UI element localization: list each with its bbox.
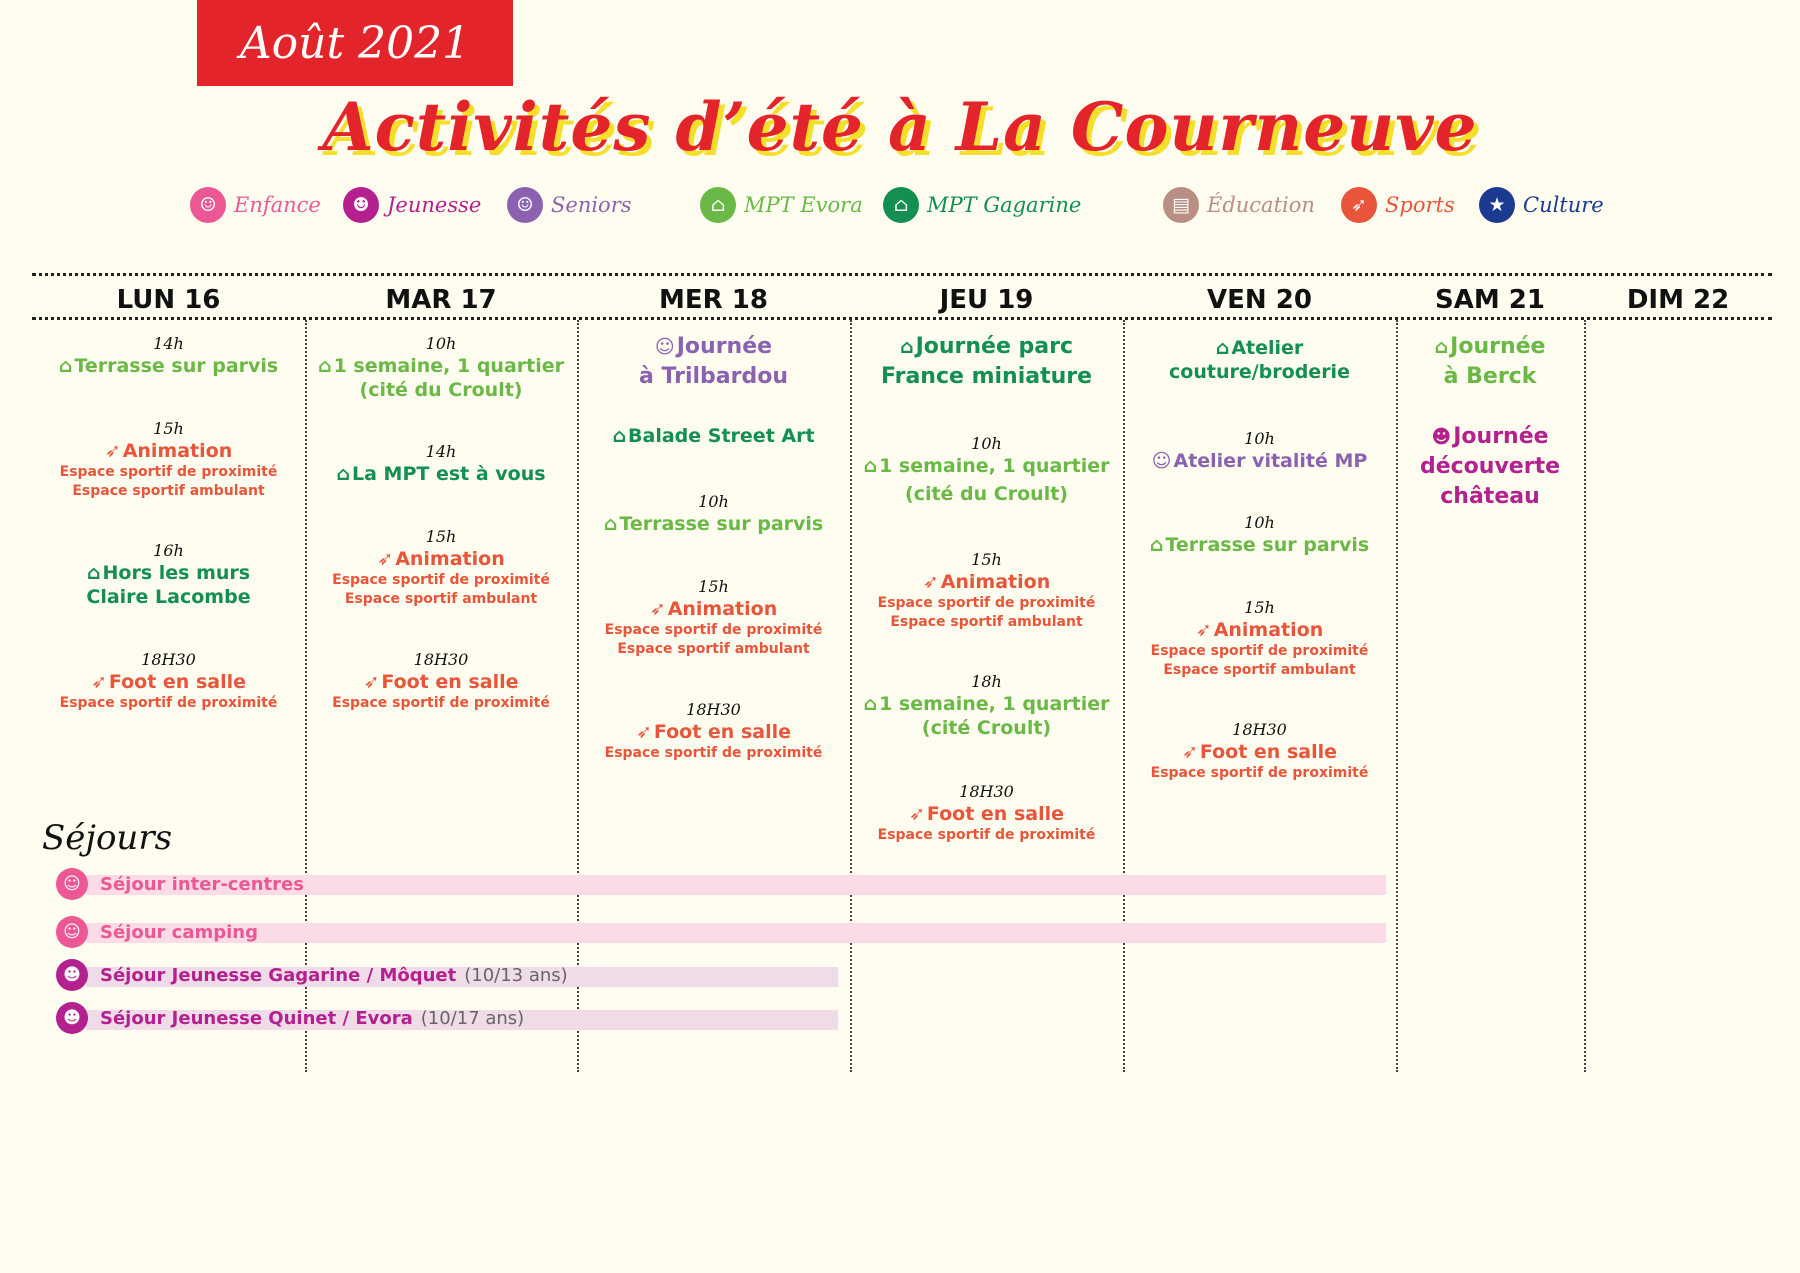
event-time: 15h [153, 419, 184, 438]
day-header-sam: SAM 21 [1435, 285, 1545, 315]
sejour-label: Séjour Jeunesse Gagarine / Môquet [100, 964, 457, 986]
event-name-line2: (cité du Croult) [359, 379, 523, 401]
event-name-line2: couture/broderie [1169, 361, 1350, 383]
ball-icon: ➶ [922, 571, 939, 593]
house-icon: ⌂ [317, 355, 332, 377]
day-header-dim: DIM 22 [1626, 285, 1730, 315]
event-name: Terrasse sur parvis [1165, 534, 1370, 556]
event-name: Balade Street Art [628, 425, 815, 447]
event-card [850, 332, 1123, 392]
event-card [577, 492, 850, 536]
legend-item-culture [1479, 185, 1604, 225]
day-header-jeu: JEU 19 [939, 285, 1034, 315]
legend-label: Enfance [234, 193, 321, 217]
event-location: Espace sportif ambulant [890, 614, 1083, 630]
senior-face-icon: ☺ [507, 187, 543, 223]
legend-item-sports [1341, 185, 1455, 225]
sejour-label: Séjour inter-centres [100, 873, 304, 895]
legend-item-education [1163, 185, 1315, 225]
stars-icon: ★ [1479, 187, 1515, 223]
teen-face-icon: ☻ [56, 959, 88, 991]
legend-label: Jeunesse [387, 193, 482, 217]
event-time: 15h [1244, 598, 1275, 617]
sejour-label: Séjour Jeunesse Quinet / Evora [100, 1007, 413, 1029]
event-card [32, 419, 305, 501]
event-name-line2: découverte [1419, 454, 1561, 479]
event-location: Espace sportif de proximité [59, 695, 278, 711]
event-card [850, 782, 1123, 845]
event-time: 18H30 [686, 700, 741, 719]
sejour-item [56, 998, 524, 1038]
legend-item-enfance [190, 185, 321, 225]
event-card [32, 650, 305, 713]
ball-icon: ➶ [649, 598, 666, 620]
event-name: Foot en salle [108, 671, 246, 693]
sejours-title: Séjours [42, 818, 173, 858]
event-location: Espace sportif ambulant [1163, 662, 1356, 678]
event-card [305, 442, 577, 486]
event-name: Animation [395, 548, 505, 570]
event-name: 1 semaine, 1 quartier [879, 693, 1110, 715]
event-card [32, 334, 305, 378]
sejour-item [56, 955, 568, 995]
event-name-line2: France miniature [880, 364, 1093, 389]
event-card [850, 434, 1123, 506]
legend-label: Seniors [551, 193, 632, 217]
event-name: Foot en salle [381, 671, 519, 693]
event-name-line2: (cité Croult) [921, 717, 1052, 739]
house-icon: ⌂ [863, 693, 878, 715]
ball-icon: ➶ [1181, 741, 1198, 763]
event-card [1123, 598, 1396, 680]
event-time: 10h [698, 492, 729, 511]
senior-face-icon: ☺ [654, 336, 675, 358]
event-card [850, 672, 1123, 740]
legend-item-mpt-evora [700, 185, 863, 225]
event-name: Atelier [1231, 337, 1304, 359]
house-icon: ⌂ [86, 562, 101, 584]
ball-icon: ➶ [1341, 187, 1377, 223]
event-card [1396, 422, 1584, 512]
ball-icon: ➶ [363, 671, 380, 693]
senior-face-icon: ☺ [1151, 450, 1172, 472]
house-icon: ⌂ [1149, 534, 1164, 556]
day-header-mar: MAR 17 [385, 285, 497, 315]
house-icon: ⌂ [603, 513, 618, 535]
legend-label: Éducation [1207, 193, 1315, 217]
ball-icon: ➶ [635, 721, 652, 743]
ball-icon: ➶ [104, 440, 121, 462]
house-icon: ⌂ [58, 355, 73, 377]
child-face-icon: ☺ [56, 916, 88, 948]
child-face-icon: ☺ [190, 187, 226, 223]
day-header-ven: VEN 20 [1207, 285, 1312, 315]
event-card [577, 577, 850, 659]
event-time: 10h [425, 334, 457, 353]
event-time: 15h [971, 550, 1002, 569]
event-time: 14h [425, 442, 457, 461]
page-title: Activités d’été à La Courneuve [322, 88, 1478, 166]
event-card [32, 541, 305, 609]
event-name: Animation [667, 598, 778, 620]
event-time: 18H30 [413, 650, 469, 669]
month-label: Août 2021 [239, 17, 471, 69]
sejour-label: Séjour camping [100, 921, 258, 943]
event-name: Journée parc [915, 334, 1074, 359]
ball-icon: ➶ [1195, 619, 1212, 641]
event-location: Espace sportif de proximité [604, 622, 823, 638]
event-card [850, 550, 1123, 632]
event-card [1123, 720, 1396, 783]
event-card [1123, 429, 1396, 473]
top-rule [32, 273, 1772, 276]
column-divider [1584, 320, 1586, 1072]
day-header-lun: LUN 16 [116, 285, 221, 315]
event-name: Foot en salle [653, 721, 791, 743]
sejour-age: (10/17 ans) [420, 1007, 525, 1029]
event-time: 10h [1244, 429, 1275, 448]
ball-icon: ➶ [908, 803, 925, 825]
event-card [1123, 513, 1396, 557]
house-icon: ⌂ [883, 187, 919, 223]
event-time: 18H30 [141, 650, 196, 669]
house-icon: ⌂ [899, 336, 914, 358]
house-icon: ⌂ [336, 463, 351, 485]
house-icon: ⌂ [700, 187, 736, 223]
event-card [305, 650, 577, 713]
event-time: 18H30 [959, 782, 1014, 801]
event-location: Espace sportif de proximité [1150, 765, 1369, 781]
event-time: 10h [971, 434, 1002, 453]
event-name-line2: à Trilbardou [639, 364, 788, 389]
legend-item-seniors [507, 185, 632, 225]
event-name: Foot en salle [1199, 741, 1337, 763]
event-name-line3: château [1440, 484, 1540, 509]
event-name: Foot en salle [926, 803, 1064, 825]
event-name: Journée [676, 334, 773, 359]
event-time: 18h [971, 672, 1002, 691]
teen-face-icon: ☻ [343, 187, 379, 223]
event-location: Espace sportif ambulant [72, 483, 265, 499]
event-name: Terrasse sur parvis [74, 355, 279, 377]
event-name: Animation [940, 571, 1051, 593]
sejour-item [56, 864, 304, 904]
ball-icon: ➶ [377, 548, 394, 570]
teen-face-icon: ☻ [56, 1002, 88, 1034]
legend-label: Culture [1523, 193, 1604, 217]
event-name: Animation [1213, 619, 1324, 641]
month-banner [197, 0, 513, 86]
house-icon: ⌂ [1215, 337, 1230, 359]
event-name: Journée [1453, 424, 1549, 449]
sejour-item [56, 912, 258, 952]
sejour-age: (10/13 ans) [464, 964, 568, 986]
event-name: Animation [122, 440, 233, 462]
event-time: 15h [698, 577, 729, 596]
event-location: Espace sportif de proximité [332, 695, 550, 711]
event-name-line2: Claire Lacombe [86, 586, 251, 608]
event-name: 1 semaine, 1 quartier [333, 355, 565, 377]
house-icon: ⌂ [863, 455, 878, 477]
event-name: Terrasse sur parvis [619, 513, 824, 535]
event-time: 14h [153, 334, 184, 353]
event-name: La MPT est à vous [352, 463, 546, 485]
event-location: Espace sportif ambulant [617, 641, 810, 657]
ball-icon: ➶ [90, 671, 107, 693]
event-location: Espace sportif de proximité [59, 464, 278, 480]
event-location: Espace sportif de proximité [877, 827, 1096, 843]
event-time: 10h [1244, 513, 1275, 532]
day-header-mer: MER 18 [659, 285, 768, 315]
teen-face-icon: ☻ [1431, 426, 1452, 448]
event-name-line2: à Berck [1443, 364, 1537, 389]
house-icon: ⌂ [1434, 336, 1449, 358]
event-card [577, 424, 850, 448]
child-face-icon: ☺ [56, 868, 88, 900]
event-card [1123, 336, 1396, 384]
event-card [577, 700, 850, 763]
event-time: 18H30 [1232, 720, 1287, 739]
legend-item-mpt-gagarine [883, 185, 1081, 225]
house-icon: ⌂ [612, 425, 627, 447]
event-location: Espace sportif de proximité [332, 572, 550, 588]
event-location: Espace sportif ambulant [344, 591, 538, 607]
event-name: 1 semaine, 1 quartier [879, 455, 1110, 477]
event-name-line2: (cité du Croult) [905, 483, 1068, 505]
legend-label: Sports [1385, 193, 1455, 217]
event-time: 15h [425, 527, 457, 546]
event-name: Atelier vitalité MP [1173, 450, 1368, 472]
event-card [305, 527, 577, 609]
book-icon: ▤ [1163, 187, 1199, 223]
legend-label: MPT Gagarine [927, 193, 1082, 217]
event-card [1396, 332, 1584, 392]
event-location: Espace sportif de proximité [604, 745, 823, 761]
legend-item-jeunesse [343, 185, 481, 225]
sejour-bar [86, 923, 1386, 943]
event-card [305, 334, 577, 402]
event-card [577, 332, 850, 392]
event-name: Journée [1450, 334, 1546, 359]
event-location: Espace sportif de proximité [877, 595, 1096, 611]
event-location: Espace sportif de proximité [1150, 643, 1369, 659]
event-time: 16h [153, 541, 184, 560]
event-name: Hors les murs [102, 562, 251, 584]
legend-label: MPT Evora [744, 193, 863, 217]
